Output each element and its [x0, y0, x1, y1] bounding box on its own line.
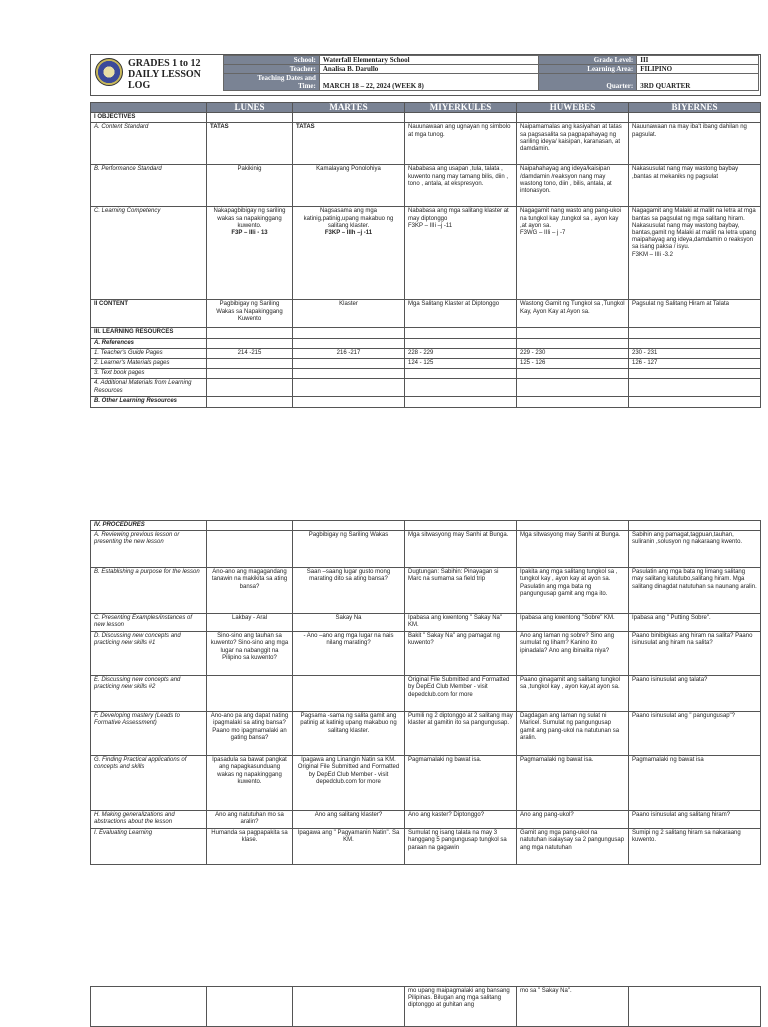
day-header-row [91, 103, 761, 113]
table-cell: Wastong Gamit ng Tungkol sa ,Tungkol Kay, Ayon Kay at Ayon sa. [517, 300, 629, 328]
table-cell: Ipakita ang mga salitang tungkol sa , tungkol kay , ayon kay at ayon sa. Pasulatin ang mga bata ng pangungusap gamit ang mga ito. [517, 568, 629, 614]
school-value: Waterfall Elementary School [319, 56, 539, 65]
performance-standard-row [91, 165, 761, 207]
procedure-row-a [91, 531, 761, 568]
table-cell: 124 - 125 [405, 359, 517, 369]
procedure-row-d [91, 632, 761, 676]
table-cell: Original File Submitted and Formatted by DepEd Club Member - visit depedclub.com for more [405, 676, 517, 712]
procedures-label: IV. PROCEDURES [91, 521, 207, 531]
table-cell [207, 987, 293, 1027]
table-cell: Lakbay - Aral [207, 614, 293, 632]
area-value: FILIPINO [637, 65, 759, 74]
row-label: A. References [91, 338, 207, 348]
table-cell [293, 676, 405, 712]
procedure-row-c [91, 614, 761, 632]
table-cell: 214 -215 [207, 348, 293, 358]
procedure-row-f [91, 712, 761, 756]
row-label: E. Discussing new concepts and practicing new skills #2 [91, 676, 207, 712]
table-cell: Nagagamit ang Malaki at maliit na letra at mga bantas sa pagsulat ng mga salitang hiram. Nakasusulat nang may wastong baybay, bantas,gamit ng Malaki at maliit na letra upang maipahayag ang ideya,damdamin o reaksyon sa isang paksa / isyu. F3KM – IIIi -3.2 [629, 207, 761, 300]
continuation-table [90, 986, 761, 1027]
row-label: B. Establishing a purpose for the lesson [91, 568, 207, 614]
table-cell: Ipasadula sa bawat pangkat ang napagkasunduang wakas ng napakinggang kuwento. [207, 756, 293, 811]
table-cell: Mga Salitang Klaster at Diptonggo [405, 300, 517, 328]
table-cell: Paano binibigkas ang hiram na salita? Paano isinusulat ang hiram na salita? [629, 632, 761, 676]
table-cell [293, 359, 405, 369]
quarter-label: Quarter: [539, 74, 637, 91]
table-cell: Nakasusulat nang may wastong baybay ,bantas at mekaniks ng pagsulat [629, 165, 761, 207]
table-cell [629, 987, 761, 1027]
table-cell: Gamit ang mga pang-ukol na natutuhan isalaysay sa 2 pangungusap ang mga natutuhan [517, 829, 629, 865]
table-cell: Nagsasama ang mga katinig,patinig,upang makabuo ng salitang klaster. F3KP – IIIh –j -11 [293, 207, 405, 300]
quarter-value: 3RD QUARTER [637, 74, 759, 91]
row-label: III. LEARNING RESOURCES [91, 328, 207, 338]
procedure-row-i [91, 829, 761, 865]
other-resources-row [91, 397, 761, 407]
references-row [91, 338, 761, 348]
table-cell: Humanda sa pagpapakita sa klase. [207, 829, 293, 865]
title-line-3: LOG [128, 80, 151, 91]
row-label: A. Content Standard [91, 123, 207, 165]
table-cell: TATAS [293, 123, 405, 165]
table-cell: - Ano –ano ang mga lugar na nais nilang marating? [293, 632, 405, 676]
day-tuesday: MARTES [293, 103, 405, 113]
table-cell: Nababasa ang usapan ,tula, talata , kuwento nang may tamang bilis, diin , tono , antala, at ekspresyon. [405, 165, 517, 207]
table-cell: Pagmamalaki ng bawat isa [629, 756, 761, 811]
table-cell: Pagbibigay ng Sariling Wakas [293, 531, 405, 568]
learning-resources-row [91, 328, 761, 338]
table-cell: Pasulatin ang mga bata ng limang salitang may salitang katutubo,salitang hiram. Mga salitang dinagdat natutuhan sa naunang aralin. [629, 568, 761, 614]
table-cell: Ano ang kaster? Diptonggo? [405, 811, 517, 829]
table-cell: 230 - 231 [629, 348, 761, 358]
table-cell: Ipagawa ang Linangin Natin sa KM. Original File Submitted and Formatted by DepEd Club Member - visit depedclub.com for more [293, 756, 405, 811]
teacher-value: Analisa B. Darullo [319, 65, 539, 74]
table-cell: Mga sitwasyong may Sanhi at Bunga. [405, 531, 517, 568]
row-label: 4. Additional Materials from Learning Resources [91, 379, 207, 397]
table-cell: Ano ang natutuhan mo sa aralin? [207, 811, 293, 829]
grade-value: III [637, 56, 759, 65]
procedure-row-g [91, 756, 761, 811]
content-standard-row [91, 123, 761, 165]
table-cell: Paano isinusulat ang talata? [629, 676, 761, 712]
table-cell [207, 531, 293, 568]
procedure-row-b [91, 568, 761, 614]
row-label: B. Performance Standard [91, 165, 207, 207]
table-cell: Nauunawaan ang ugnayan ng simbolo at mga tunog. [405, 123, 517, 165]
table-cell: Kamalayang Ponolohiya [293, 165, 405, 207]
table-cell: Paano isinusulat ang salitang hiram? [629, 811, 761, 829]
row-label: I. Evaluating Learning [91, 829, 207, 865]
row-label: 2. Learner's Materials pages [91, 359, 207, 369]
table-cell: Dagdagan ang laman ng sulat ni Maricel. Sumulat ng pangungusap gamit ang pang-ukol na natutunan sa aralin. [517, 712, 629, 756]
row-label: II CONTENT [91, 300, 207, 328]
table-cell: Sumipi ng 2 salitang hiram sa nakaraang kuwento. [629, 829, 761, 865]
procedures-header-row [91, 521, 761, 531]
header-info-table [223, 55, 759, 91]
teacher-label: Teacher: [224, 65, 320, 74]
day-monday: LUNES [207, 103, 293, 113]
title-line-1: GRADES 1 to 12 [128, 58, 201, 69]
grade-label: Grade Level: [539, 56, 637, 65]
table-cell: Ano ang pang-ukol? [517, 811, 629, 829]
learning-competency-row [91, 207, 761, 300]
table-cell: Pagmamalaki ng bawat isa. [405, 756, 517, 811]
table-cell: Ano-ano ang magagandang tanawin na makikita sa ating bansa? [207, 568, 293, 614]
table-cell: Nababasa ang mga salitang klaster at may diptonggo F3KP – IIIi –j -11 [405, 207, 517, 300]
table-cell: Paano isinusulat ang " pangungusap"? [629, 712, 761, 756]
dates-label: Teaching Dates and Time: [224, 74, 320, 91]
content-row [91, 300, 761, 328]
table-cell: Pagsulat ng Salitang Hiram at Talata [629, 300, 761, 328]
table-cell: 216 -217 [293, 348, 405, 358]
day-friday: BIYERNES [629, 103, 761, 113]
table-cell: Pagsama -sama ng salita gamit ang patinig at katinig upang makabuo ng salitang klaster. [293, 712, 405, 756]
table-cell: 126 - 127 [629, 359, 761, 369]
day-thursday: HUWEBES [517, 103, 629, 113]
row-label: C. Learning Competency [91, 207, 207, 300]
school-label: School: [224, 56, 320, 65]
procedure-row-h [91, 811, 761, 829]
table-cell: Ano ang salitang klaster? [293, 811, 405, 829]
row-label: G. Finding Practical applications of concepts and skills [91, 756, 207, 811]
teachers-guide-row [91, 348, 761, 358]
procedures-table [90, 520, 761, 865]
row-label: B. Other Learning Resources [91, 397, 207, 407]
table-cell: mo upang maipagmalaki ang bansang Pilipinas. Bilugan ang mga salitang diptonggo at guhitan ang [405, 987, 517, 1027]
row-label: A. Reviewing previous lesson or presenting the new lesson [91, 531, 207, 568]
table-cell: Ipabasa ang " Putting Sobre". [629, 614, 761, 632]
row-label: D. Discussing new concepts and practicing new skills #1 [91, 632, 207, 676]
table-cell: Ano ang laman ng sobre? Sino ang sumulat ng liham? Kanino ito ipinadala? Ano ang ibinalita niya? [517, 632, 629, 676]
table-cell: 228 - 229 [405, 348, 517, 358]
table-cell: Ipagawa ang " Pagyamanin Natin". Sa KM. [293, 829, 405, 865]
table-cell: 125 - 126 [517, 359, 629, 369]
table-cell: Ipabasa ang kwentong "Sobre" KM. [517, 614, 629, 632]
additional-materials-row [91, 379, 761, 397]
table-cell: mo sa " Sakay Na". [517, 987, 629, 1027]
table-cell: Ano-ano pa ang dapat nating ipagmalaki sa ating bansa? Paano mo ipagmamalaki an gating bansa? [207, 712, 293, 756]
table-cell [207, 676, 293, 712]
table-cell: Klaster [293, 300, 405, 328]
table-cell: Naipamamalas ang kasiyahan at tatas sa pagsasalita sa pagpapahayag ng sariling ideya/ kaisipan, karanasan, at damdamin. [517, 123, 629, 165]
deped-seal-icon [95, 58, 123, 86]
dates-value: MARCH 18 – 22, 2024 (WEEK 8) [319, 74, 539, 91]
row-label: F. Developing mastery (Leads to Formative Assessment) [91, 712, 207, 756]
title-line-2: DAILY LESSON [128, 69, 201, 80]
day-wednesday: MIYERKULES [405, 103, 517, 113]
row-label: 1. Teacher's Guide Pages [91, 348, 207, 358]
dll-title [128, 58, 218, 91]
learners-materials-row [91, 359, 761, 369]
textbook-row [91, 369, 761, 379]
objectives-row [91, 113, 761, 123]
day-header-blank [91, 103, 207, 113]
table-cell: Paano ginagamit ang salitang tungkol sa ,tungkol kay , ayon kay,at ayon sa. [517, 676, 629, 712]
table-cell: Pakikinig [207, 165, 293, 207]
table-cell: Ipabasa ang kwentong " Sakay Na" KM. [405, 614, 517, 632]
row-label [91, 987, 207, 1027]
procedure-row-e [91, 676, 761, 712]
row-label: H. Making generalizations and abstractions about the lesson [91, 811, 207, 829]
objectives-table [90, 102, 761, 408]
table-cell: Mga sitwasyong may Sanhi at Bunga. [517, 531, 629, 568]
objectives-label: I OBJECTIVES [91, 113, 207, 123]
table-cell: Bakit " Sakay Na" ang pamagat ng kuwento? [405, 632, 517, 676]
table-cell: Sakay Na [293, 614, 405, 632]
table-cell: Nauunawaan na may iba't ibang dahilan ng pagsulat. [629, 123, 761, 165]
table-cell: Dugtungan: Sabihin: Pinayagan si Marc na sumama sa field trip [405, 568, 517, 614]
table-cell: Nakapagbibigay ng sariling wakas sa napakinggang kuwento. F3P – IIIi - 13 [207, 207, 293, 300]
table-cell: 229 - 230 [517, 348, 629, 358]
table-cell: Saan –saang lugar gusto mong marating dito sa ating bansa? [293, 568, 405, 614]
table-cell: Pagmamalaki ng bawat isa. [517, 756, 629, 811]
table-cell: TATAS [207, 123, 293, 165]
table-cell: Sabihin ang pamagat,tagpuan,tauhan, suliranin ,solusyon ng nakaraang kwento. [629, 531, 761, 568]
table-cell: Sumulat ng isang talata na may 3 hanggang 5 pangungusap tungkol sa paraan na gagawin [405, 829, 517, 865]
table-cell: Pumili ng 2 diptonggo at 2 salitang may klaster at gamitin ito sa pangungusap. [405, 712, 517, 756]
row-label: C. Presenting Examples/instances of new lesson [91, 614, 207, 632]
area-label: Learning Area: [539, 65, 637, 74]
table-cell: Nagagamit nang wasto ang pang-ukoi na tungkol kay ,tungkol sa , ayon kay ,at ayon sa. F3WG – IIIi – j -7 [517, 207, 629, 300]
table-cell [207, 359, 293, 369]
table-cell: Pagbibigay ng Sariling Wakas sa Napakinggang Kuwento [207, 300, 293, 328]
table-cell [293, 987, 405, 1027]
table-cell: Sino-sino ang tauhan sa kuwento? Sino-sino ang mga lugar na nabanggit na Pilipino sa kuwento? [207, 632, 293, 676]
continuation-row [91, 987, 761, 1027]
row-label: 3. Text book pages [91, 369, 207, 379]
table-cell: Naipahahayag ang ideya/kaisipan /damdamin /reaksyon nang may wastong tono, diin , bilis, antala, at intonasyon. [517, 165, 629, 207]
